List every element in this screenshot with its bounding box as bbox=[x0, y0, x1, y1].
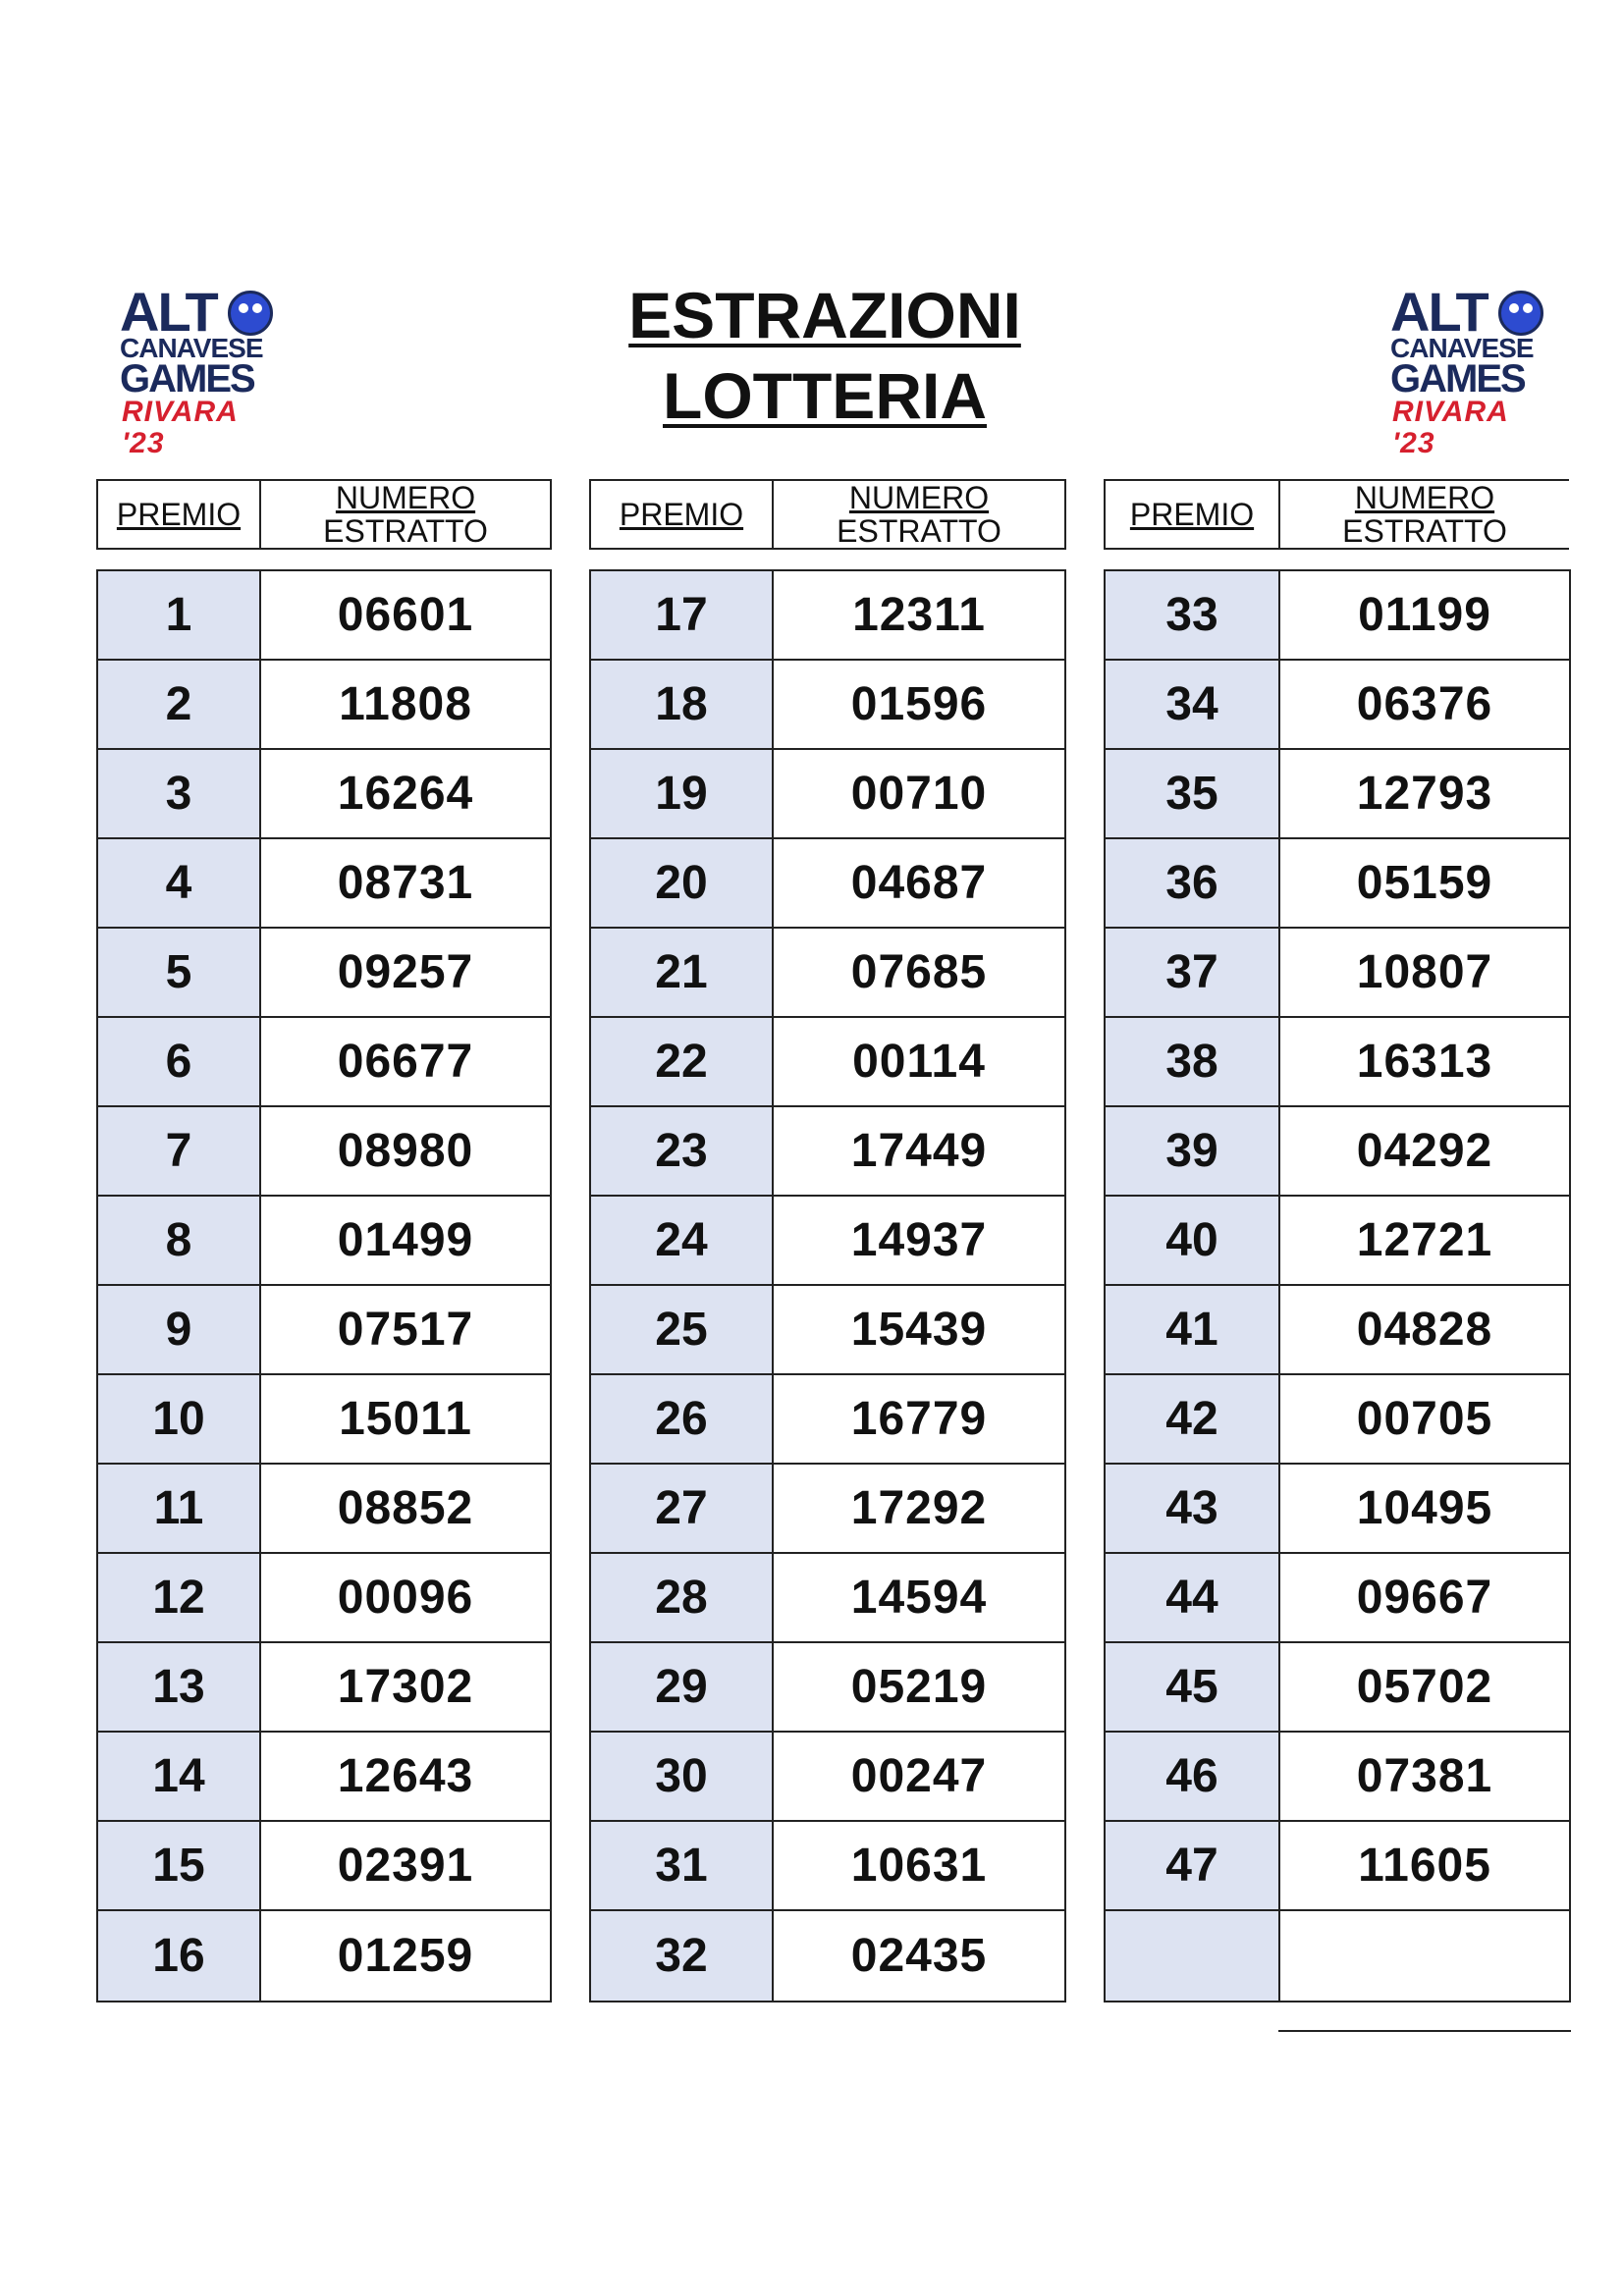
table-row bbox=[591, 1107, 1064, 1197]
drawn-number: 01499 bbox=[337, 1214, 474, 1266]
table-row bbox=[1106, 661, 1569, 750]
prize-number: 32 bbox=[591, 1911, 774, 2001]
prize-number: 15 bbox=[98, 1822, 261, 1909]
drawn-number: 01259 bbox=[337, 1930, 474, 1982]
prize-number: 11 bbox=[98, 1465, 261, 1552]
table-row bbox=[98, 1911, 550, 2001]
table-row bbox=[1106, 1465, 1569, 1554]
drawn-number: 08980 bbox=[337, 1125, 474, 1177]
table-row bbox=[591, 839, 1064, 929]
prize-number: 39 bbox=[1106, 1107, 1280, 1195]
results-table-2 bbox=[589, 479, 1066, 1982]
drawn-number: 00705 bbox=[1356, 1393, 1493, 1445]
table-row bbox=[1106, 1822, 1569, 1911]
drawn-number: 11808 bbox=[339, 678, 472, 730]
prize-number: 47 bbox=[1106, 1822, 1280, 1909]
prize-number: 20 bbox=[591, 839, 774, 927]
header-numero: NUMERO bbox=[1354, 480, 1495, 515]
mascot-ball-icon bbox=[1498, 291, 1543, 336]
prize-number: 36 bbox=[1106, 839, 1280, 927]
prize-number: 5 bbox=[98, 929, 261, 1016]
drawn-number: 09667 bbox=[1356, 1572, 1493, 1624]
table-row bbox=[591, 661, 1064, 750]
drawn-number: 06677 bbox=[337, 1036, 474, 1088]
drawn-number: 16264 bbox=[337, 768, 474, 820]
prize-number: 38 bbox=[1106, 1018, 1280, 1105]
table-row bbox=[1106, 1286, 1569, 1375]
drawn-number: 12793 bbox=[1356, 768, 1493, 820]
header-numero-estratto bbox=[261, 481, 550, 548]
drawn-number: 12643 bbox=[337, 1750, 474, 1802]
prize-number: 28 bbox=[591, 1554, 774, 1641]
prize-number: 27 bbox=[591, 1465, 774, 1552]
header-estratto: ESTRATTO bbox=[837, 513, 1001, 549]
drawn-number: 16313 bbox=[1356, 1036, 1493, 1088]
drawn-number: 12311 bbox=[852, 589, 986, 641]
results-table-1 bbox=[96, 479, 552, 1982]
header-estratto: ESTRATTO bbox=[323, 513, 488, 549]
drawn-number: 15011 bbox=[339, 1393, 472, 1445]
drawn-number: 17449 bbox=[850, 1125, 988, 1177]
prize-number: 34 bbox=[1106, 661, 1280, 748]
prize-number: 42 bbox=[1106, 1375, 1280, 1463]
header-premio: PREMIO bbox=[98, 481, 261, 548]
drawn-number: 17292 bbox=[850, 1482, 988, 1534]
table-row bbox=[1106, 571, 1569, 661]
prize-number: 40 bbox=[1106, 1197, 1280, 1284]
table-row bbox=[98, 1197, 550, 1286]
mascot-ball-icon bbox=[228, 291, 273, 336]
prize-number: 46 bbox=[1106, 1733, 1280, 1820]
table-row bbox=[591, 1375, 1064, 1465]
table-row bbox=[1106, 1375, 1569, 1465]
table-header bbox=[96, 479, 552, 550]
prize-number: 22 bbox=[591, 1018, 774, 1105]
prize-number: 3 bbox=[98, 750, 261, 837]
table-row bbox=[591, 1554, 1064, 1643]
prize-number: 7 bbox=[98, 1107, 261, 1195]
drawn-number: 14594 bbox=[850, 1572, 988, 1624]
table-row bbox=[98, 1375, 550, 1465]
prize-number: 6 bbox=[98, 1018, 261, 1105]
footer-divider bbox=[1278, 2030, 1571, 2032]
drawn-number: 06601 bbox=[337, 589, 474, 641]
table-row bbox=[1106, 1554, 1569, 1643]
drawn-number: 02391 bbox=[337, 1840, 474, 1892]
table-row bbox=[98, 1643, 550, 1733]
drawn-number: 10807 bbox=[1356, 946, 1493, 998]
logo-text-alt: ALT bbox=[120, 281, 217, 343]
table-header bbox=[1104, 479, 1569, 550]
title-line-2: LOTTERIA bbox=[663, 359, 987, 432]
table-row bbox=[591, 1643, 1064, 1733]
table-row bbox=[98, 1107, 550, 1197]
header-numero-estratto bbox=[774, 481, 1064, 548]
drawn-number: 00710 bbox=[850, 768, 988, 820]
drawn-number: 16779 bbox=[850, 1393, 988, 1445]
prize-number: 41 bbox=[1106, 1286, 1280, 1373]
drawn-number: 17302 bbox=[337, 1661, 474, 1713]
prize-number: 8 bbox=[98, 1197, 261, 1284]
page-title bbox=[550, 275, 1100, 436]
drawn-number: 00247 bbox=[850, 1750, 988, 1802]
drawn-number: 09257 bbox=[337, 946, 474, 998]
logo-text-games: GAMES bbox=[1390, 357, 1525, 400]
drawn-number: 00114 bbox=[852, 1036, 986, 1088]
drawn-number: 08852 bbox=[337, 1482, 474, 1534]
table-row bbox=[98, 839, 550, 929]
table-row bbox=[98, 1286, 550, 1375]
drawn-number: 04687 bbox=[850, 857, 988, 909]
drawn-number: 11605 bbox=[1358, 1840, 1491, 1892]
prize-number: 26 bbox=[591, 1375, 774, 1463]
prize-number: 31 bbox=[591, 1822, 774, 1909]
prize-number: 23 bbox=[591, 1107, 774, 1195]
prize-number: 14 bbox=[98, 1733, 261, 1820]
prize-number: 44 bbox=[1106, 1554, 1280, 1641]
header-estratto: ESTRATTO bbox=[1342, 513, 1507, 549]
table-row bbox=[591, 571, 1064, 661]
prize-number: 25 bbox=[591, 1286, 774, 1373]
table-row bbox=[1106, 1733, 1569, 1822]
drawn-number: 01596 bbox=[850, 678, 988, 730]
prize-number: 35 bbox=[1106, 750, 1280, 837]
prize-number: 10 bbox=[98, 1375, 261, 1463]
table-body bbox=[96, 569, 552, 2002]
prize-number: 45 bbox=[1106, 1643, 1280, 1731]
title-line-1: ESTRAZIONI bbox=[628, 279, 1021, 351]
drawn-number: 10631 bbox=[850, 1840, 988, 1892]
prize-number: 33 bbox=[1106, 571, 1280, 659]
table-row bbox=[98, 1465, 550, 1554]
header-numero: NUMERO bbox=[335, 480, 476, 515]
table-body bbox=[1104, 569, 1571, 2002]
prize-number: 1 bbox=[98, 571, 261, 659]
logo-text-rivara: RIVARA '23 bbox=[1392, 396, 1508, 459]
drawn-number: 04828 bbox=[1356, 1304, 1493, 1356]
drawn-number: 05702 bbox=[1356, 1661, 1493, 1713]
table-row bbox=[591, 1822, 1064, 1911]
header-numero: NUMERO bbox=[848, 480, 990, 515]
prize-number: 18 bbox=[591, 661, 774, 748]
table-header bbox=[589, 479, 1066, 550]
table-row bbox=[98, 661, 550, 750]
header-premio: PREMIO bbox=[591, 481, 774, 548]
table-row bbox=[591, 1911, 1064, 2001]
drawn-number: 01199 bbox=[1358, 589, 1491, 641]
prize-number: 43 bbox=[1106, 1465, 1280, 1552]
logo-right bbox=[1388, 281, 1555, 459]
drawn-number: 06376 bbox=[1356, 678, 1493, 730]
prize-number: 37 bbox=[1106, 929, 1280, 1016]
drawn-number: 04292 bbox=[1356, 1125, 1493, 1177]
drawn-number: 07517 bbox=[337, 1304, 474, 1356]
prize-number: 12 bbox=[98, 1554, 261, 1641]
table-row bbox=[591, 1733, 1064, 1822]
prize-number: 30 bbox=[591, 1733, 774, 1820]
prize-number: 24 bbox=[591, 1197, 774, 1284]
drawn-number: 08731 bbox=[337, 857, 474, 909]
table-row bbox=[591, 929, 1064, 1018]
table-row bbox=[591, 1197, 1064, 1286]
table-row bbox=[98, 1733, 550, 1822]
prize-number bbox=[1106, 1911, 1280, 2001]
prize-number: 4 bbox=[98, 839, 261, 927]
table-row bbox=[1106, 1018, 1569, 1107]
logo-text-canavese: CANAVESE bbox=[120, 333, 263, 363]
table-row bbox=[1106, 1107, 1569, 1197]
table-row bbox=[1106, 929, 1569, 1018]
prize-number: 16 bbox=[98, 1911, 261, 2001]
table-row bbox=[98, 929, 550, 1018]
drawn-number: 14937 bbox=[850, 1214, 988, 1266]
table-body bbox=[589, 569, 1066, 2002]
header-premio: PREMIO bbox=[1106, 481, 1280, 548]
logo-text-rivara: RIVARA '23 bbox=[122, 396, 238, 459]
table-row bbox=[1106, 1643, 1569, 1733]
table-row bbox=[1106, 839, 1569, 929]
table-row bbox=[98, 750, 550, 839]
table-row bbox=[98, 571, 550, 661]
prize-number: 13 bbox=[98, 1643, 261, 1731]
table-row bbox=[1106, 1911, 1569, 2001]
drawn-number bbox=[1280, 1911, 1569, 2001]
table-row bbox=[591, 750, 1064, 839]
prize-number: 19 bbox=[591, 750, 774, 837]
prize-number: 2 bbox=[98, 661, 261, 748]
results-table-3 bbox=[1104, 479, 1569, 1892]
table-row bbox=[591, 1465, 1064, 1554]
drawn-number: 02435 bbox=[850, 1930, 988, 1982]
table-row bbox=[98, 1554, 550, 1643]
drawn-number: 10495 bbox=[1356, 1482, 1493, 1534]
logo-text-games: GAMES bbox=[120, 357, 254, 400]
table-row bbox=[591, 1286, 1064, 1375]
drawn-number: 05219 bbox=[850, 1661, 988, 1713]
prize-number: 29 bbox=[591, 1643, 774, 1731]
table-row bbox=[1106, 750, 1569, 839]
drawn-number: 07381 bbox=[1356, 1750, 1493, 1802]
drawn-number: 15439 bbox=[850, 1304, 988, 1356]
header-numero-estratto bbox=[1280, 481, 1569, 548]
drawn-number: 00096 bbox=[337, 1572, 474, 1624]
drawn-number: 12721 bbox=[1356, 1214, 1493, 1266]
table-row bbox=[98, 1018, 550, 1107]
drawn-number: 07685 bbox=[850, 946, 988, 998]
logo-text-canavese: CANAVESE bbox=[1390, 333, 1534, 363]
prize-number: 17 bbox=[591, 571, 774, 659]
prize-number: 21 bbox=[591, 929, 774, 1016]
table-row bbox=[1106, 1197, 1569, 1286]
prize-number: 9 bbox=[98, 1286, 261, 1373]
logo-left bbox=[118, 281, 285, 459]
logo-text-alt: ALT bbox=[1390, 281, 1488, 343]
table-row bbox=[98, 1822, 550, 1911]
drawn-number: 05159 bbox=[1356, 857, 1493, 909]
table-row bbox=[591, 1018, 1064, 1107]
